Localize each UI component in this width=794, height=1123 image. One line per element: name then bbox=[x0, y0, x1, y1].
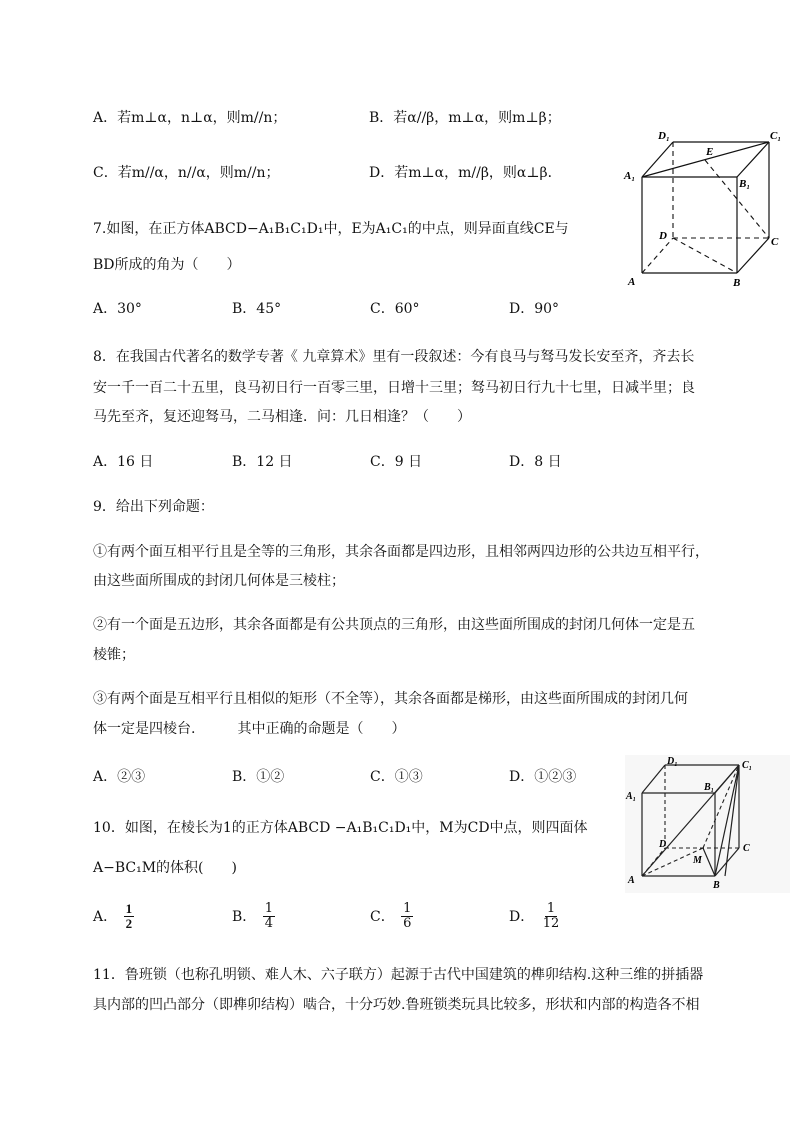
fraction-denominator: 12 bbox=[542, 916, 560, 932]
q9-stem: 9．给出下列命题： bbox=[93, 499, 214, 515]
label-b: B bbox=[733, 277, 741, 289]
q9-proposition-2a: ②有一个面是五边形，其余各面都是有公共顶点的三角形，由这些面所围成的封闭几何体一定是五 bbox=[93, 617, 695, 633]
q6-option-d: D．若m⊥α，m//β，则α⊥β． bbox=[369, 165, 562, 181]
fraction-denominator: 2 bbox=[125, 916, 133, 932]
q9-option-b: B．①② bbox=[232, 769, 285, 785]
label-b1: B₁ bbox=[704, 782, 715, 793]
label-m: M bbox=[693, 855, 702, 866]
q6-option-a: A．若m⊥α，n⊥α，则m//n； bbox=[93, 110, 287, 126]
q7-option-b: B．45° bbox=[232, 301, 282, 317]
label-b: B bbox=[713, 880, 720, 891]
q7-option-a: A．30° bbox=[93, 301, 142, 317]
fraction-denominator: 6 bbox=[403, 916, 412, 932]
q9-option-d: D．①②③ bbox=[509, 769, 577, 785]
q9-proposition-1b: 由这些面所围成的封闭几何体是三棱柱； bbox=[93, 573, 345, 589]
q7-stem-line1: 7.如图，在正方体ABCD−A₁B₁C₁D₁中，E为A₁C₁的中点，则异面直线CE与 bbox=[93, 221, 569, 237]
q10-cube-figure bbox=[625, 755, 790, 893]
q10-option-b-prefix: B． bbox=[232, 908, 257, 925]
q6-option-b: B．若α//β，m⊥α，则m⊥β； bbox=[369, 110, 561, 126]
label-c: C bbox=[771, 236, 779, 248]
q6-option-c: C．若m//α，n//α，则m//n； bbox=[93, 165, 280, 181]
label-a: A bbox=[628, 875, 635, 886]
q9-proposition-3b: 体一定是四棱台. 其中正确的命题是（ ） bbox=[93, 721, 406, 737]
q9-option-c: C．①③ bbox=[370, 769, 423, 785]
q10-stem-line2: A−BC₁M的体积( ) bbox=[93, 860, 237, 876]
label-d: D bbox=[659, 839, 667, 850]
fraction-numerator: 1 bbox=[125, 901, 133, 916]
q9-proposition-1a: ①有两个面互相平行且是全等的三角形，其余各面都是四边形，且相邻两四边形的公共边互相平行， bbox=[93, 544, 709, 560]
q8-option-a: A．16 日 bbox=[93, 454, 154, 470]
q7-stem-line2: BD所成的角为（ ） bbox=[93, 257, 241, 273]
label-c: C bbox=[743, 843, 750, 854]
q8-stem-line1: 8．在我国古代著名的数学专著《 九章算术》里有一段叙述：今有良马与驽马发长安至齐，齐去长 bbox=[93, 349, 695, 365]
q11-stem-line2: 具内部的凹凸部分（即榫卯结构）啮合，十分巧妙.鲁班锁类玩具比较多，形状和内部的构造各不相 bbox=[93, 997, 700, 1013]
q7-cube-figure bbox=[620, 125, 790, 295]
q10-option-a bbox=[93, 902, 134, 932]
label-e: E bbox=[706, 146, 714, 158]
q10-option-c bbox=[370, 902, 413, 932]
fraction-numerator: 1 bbox=[403, 901, 412, 916]
label-d: D bbox=[659, 230, 667, 242]
q10-option-d bbox=[509, 902, 561, 932]
label-a1: A₁ bbox=[626, 791, 637, 802]
label-c1: C₁ bbox=[770, 130, 782, 142]
q10-option-b bbox=[232, 902, 275, 932]
label-d1: D₁ bbox=[658, 130, 670, 142]
q9-proposition-2b: 棱锥； bbox=[93, 647, 135, 663]
q8-option-d: D．8 日 bbox=[509, 454, 562, 470]
q9-option-a: A．②③ bbox=[93, 769, 146, 785]
q10-option-c-fraction bbox=[401, 902, 413, 932]
q10-option-b-fraction bbox=[263, 902, 275, 932]
q10-option-c-prefix: C． bbox=[370, 908, 395, 925]
q7-option-d: D．90° bbox=[509, 301, 560, 317]
fraction-numerator: 1 bbox=[264, 901, 274, 916]
q10-stem-line1: 10．如图，在棱长为1的正方体ABCD −A₁B₁C₁D₁中，M为CD中点，则四面体 bbox=[93, 820, 588, 836]
q7-option-c: C．60° bbox=[370, 301, 420, 317]
q8-stem-line2: 安一千一百二十五里，良马初日行一百零三里，日增十三里；驽马初日行九十七里，日减半里；良 bbox=[93, 380, 695, 396]
q10-option-a-fraction bbox=[124, 902, 135, 932]
q8-option-c: C．9 日 bbox=[370, 454, 423, 470]
label-b1: B₁ bbox=[739, 178, 751, 190]
q10-option-d-prefix: D． bbox=[509, 908, 535, 925]
fraction-numerator: 1 bbox=[546, 901, 556, 916]
q8-stem-line3: 马先至齐，复还迎驽马，二马相逢．问：几日相逢？（ ） bbox=[93, 409, 471, 425]
label-a1: A₁ bbox=[624, 170, 636, 182]
q8-option-b: B．12 日 bbox=[232, 454, 293, 470]
fraction-denominator: 4 bbox=[264, 916, 274, 932]
q10-option-d-fraction bbox=[541, 902, 562, 932]
q11-stem-line1: 11．鲁班锁（也称孔明锁、难人木、六子联方）起源于古代中国建筑的榫卯结构.这种三维的拼插器 bbox=[93, 967, 704, 983]
q9-proposition-3a: ③有两个面是互相平行且相似的矩形（不全等），其余各面都是梯形，由这些面所围成的封闭几何 bbox=[93, 691, 688, 707]
label-d1: D₁ bbox=[667, 756, 678, 767]
label-a: A bbox=[628, 276, 636, 288]
label-c1: C₁ bbox=[742, 760, 753, 771]
q10-option-a-prefix: A． bbox=[93, 908, 118, 925]
